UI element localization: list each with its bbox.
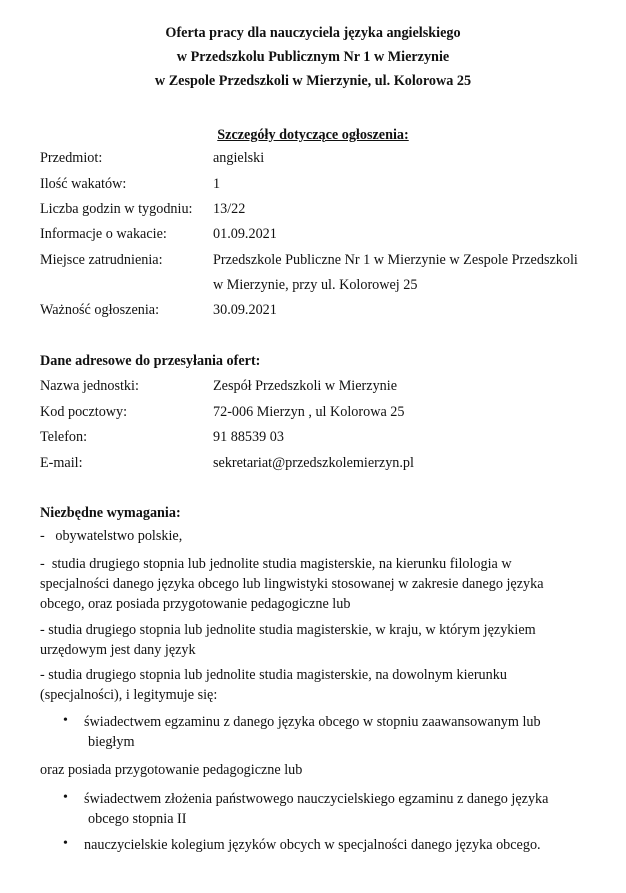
requirement-abroad-line-1: - studia drugiego stopnia lub jednolite studia magisterskie, w kraju, w którym językiem xyxy=(40,622,536,638)
bullet-item-state-exam-line-2: obcego stopnia II xyxy=(88,811,187,827)
requirement-any-field-line-1: - studia drugiego stopnia lub jednolite studia magisterskie, na dowolnym kierunku xyxy=(40,667,507,683)
bullet-item-college-line-1: nauczycielskie kolegium języków obcych w specjalności danego języka obcego. xyxy=(84,837,541,853)
requirement-philology-line-3: obcego, oraz posiada przygotowanie pedagogiczne lub xyxy=(40,596,351,612)
bullet-item-state-exam xyxy=(84,789,548,829)
address-label-unit: Nazwa jednostki: xyxy=(40,378,139,394)
detail-value-hours: 13/22 xyxy=(213,201,246,217)
requirement-philology-line-1: - studia drugiego stopnia lub jednolite studia magisterskie, na kierunku filologia w xyxy=(40,556,512,572)
bullet-icon: • xyxy=(63,790,68,805)
bullet-item-advanced-exam-line-1: świadectwem egzaminu z danego języka obcego w stopniu zaawansowanym lub xyxy=(84,714,541,730)
detail-label-vacancies: Ilość wakatów: xyxy=(40,176,127,192)
detail-value-workplace: Przedszkole Publiczne Nr 1 w Mierzynie w Zespole Przedszkoli xyxy=(213,252,578,268)
detail-label-hours: Liczba godzin w tygodniu: xyxy=(40,201,193,217)
address-label-phone: Telefon: xyxy=(40,429,88,445)
requirement-citizenship xyxy=(40,526,580,546)
requirement-abroad-line-2: urzędowym jest dany język xyxy=(40,642,196,658)
address-label-email: E-mail: xyxy=(40,455,83,471)
address-value-phone: 91 88539 03 xyxy=(213,429,284,445)
requirement-any-field xyxy=(40,665,580,705)
bullet-item-state-exam-line-1: świadectwem złożenia państwowego nauczycielskiego egzaminu z danego języka xyxy=(84,791,549,807)
document-title-line-3: w Zespole Przedszkoli w Mierzynie, ul. Kolorowa 25 xyxy=(154,73,472,89)
requirements-heading: Niezbędne wymagania: xyxy=(40,505,181,521)
bullet-item-advanced-exam-line-2: biegłym xyxy=(88,734,135,750)
bullet-icon: • xyxy=(63,836,68,851)
address-value-unit: Zespół Przedszkoli w Mierzynie xyxy=(213,378,397,394)
requirement-pedagogical-text: oraz posiada przygotowanie pedagogiczne lub xyxy=(40,762,303,778)
bullet-item-college xyxy=(84,835,541,855)
requirement-pedagogical xyxy=(40,760,580,780)
address-value-email: sekretariat@przedszkolemierzyn.pl xyxy=(213,455,414,471)
detail-label-vacancy-info: Informacje o wakacie: xyxy=(40,226,167,242)
address-label-postal-code: Kod pocztowy: xyxy=(40,404,128,420)
document-title-line-2: w Przedszkolu Publicznym Nr 1 w Mierzynie xyxy=(176,49,450,65)
address-value-postal-code: 72-006 Mierzyn , ul Kolorowa 25 xyxy=(213,404,405,420)
bullet-icon: • xyxy=(63,713,68,728)
detail-label-validity: Ważność ogłoszenia: xyxy=(40,302,160,318)
address-heading: Dane adresowe do przesyłania ofert: xyxy=(40,353,261,369)
detail-label-workplace: Miejsce zatrudnienia: xyxy=(40,252,163,268)
bullet-item-advanced-exam xyxy=(84,712,541,752)
requirement-citizenship-text: - obywatelstwo polskie, xyxy=(40,528,183,544)
requirement-philology-line-2: specjalności danego języka obcego lub lingwistyki stosowanej w zakresie danego języka xyxy=(40,576,544,592)
detail-value-vacancy-info: 01.09.2021 xyxy=(213,226,277,242)
detail-value-vacancies: 1 xyxy=(213,176,221,192)
requirement-philology xyxy=(40,554,580,614)
detail-value-subject: angielski xyxy=(213,150,265,166)
details-heading: Szczegóły dotyczące ogłoszenia: xyxy=(217,127,409,143)
requirement-abroad xyxy=(40,620,580,660)
detail-label-subject: Przedmiot: xyxy=(40,150,103,166)
detail-value-workplace-line-2: w Mierzynie, przy ul. Kolorowej 25 xyxy=(213,277,418,293)
detail-value-validity: 30.09.2021 xyxy=(213,302,277,318)
requirement-any-field-line-2: (specjalności), i legitymuje się: xyxy=(40,687,218,703)
document-title-line-1: Oferta pracy dla nauczyciela języka angielskiego xyxy=(165,25,461,41)
